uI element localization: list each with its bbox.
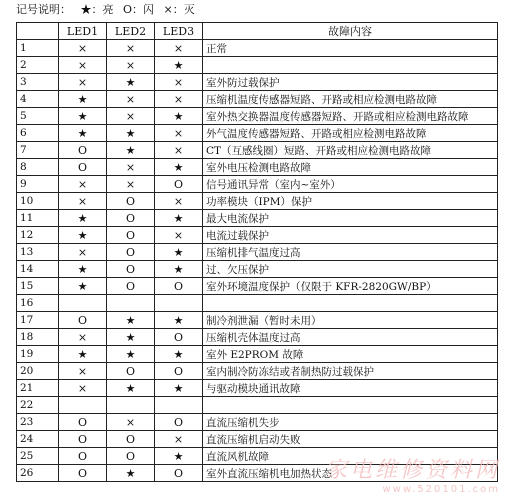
led3-state bbox=[155, 397, 203, 414]
led1-state: × bbox=[59, 329, 107, 346]
led2-state: O bbox=[107, 244, 155, 261]
led3-state: O bbox=[155, 414, 203, 431]
table-row bbox=[17, 193, 498, 210]
table-row bbox=[17, 431, 498, 448]
table-row bbox=[17, 414, 498, 431]
led2-state bbox=[107, 295, 155, 312]
header-led3: LED3 bbox=[155, 23, 203, 40]
led2-state: ★ bbox=[107, 74, 155, 91]
led3-state: ★ bbox=[155, 210, 203, 227]
led1-state: O bbox=[59, 159, 107, 176]
fault-description: CT（互感线圈）短路、开路或相应检测电路故障 bbox=[203, 142, 498, 159]
led1-state bbox=[59, 397, 107, 414]
fault-description: 过、欠压保护 bbox=[203, 261, 498, 278]
led2-state: ★ bbox=[107, 380, 155, 397]
led3-state: × bbox=[155, 74, 203, 91]
led3-state: ★ bbox=[155, 57, 203, 74]
table-row bbox=[17, 125, 498, 142]
table-row bbox=[17, 57, 498, 74]
fault-description: 制冷剂泄漏（暂时未用） bbox=[203, 312, 498, 329]
table-row bbox=[17, 210, 498, 227]
fault-description: 室内制冷防冻结或者制热防过载保护 bbox=[203, 363, 498, 380]
led2-state: ★ bbox=[107, 142, 155, 159]
row-number: 1 bbox=[17, 40, 59, 57]
led2-state: O bbox=[107, 448, 155, 465]
led3-state: × bbox=[155, 431, 203, 448]
row-number: 8 bbox=[17, 159, 59, 176]
row-number: 9 bbox=[17, 176, 59, 193]
led3-state: × bbox=[155, 193, 203, 210]
fault-code-table bbox=[16, 22, 498, 482]
fault-description: 室外防过载保护 bbox=[203, 74, 498, 91]
led2-state: ★ bbox=[107, 312, 155, 329]
fault-description: 室外直流压缩机电加热状态 bbox=[203, 465, 498, 482]
led1-state: ★ bbox=[59, 108, 107, 125]
header-desc: 故障内容 bbox=[203, 23, 498, 40]
led1-state: × bbox=[59, 40, 107, 57]
led1-state: × bbox=[59, 380, 107, 397]
led3-state: × bbox=[155, 91, 203, 108]
table-row bbox=[17, 295, 498, 312]
fault-description bbox=[203, 57, 498, 74]
table-row bbox=[17, 40, 498, 57]
legend-off: ×：灭 bbox=[163, 3, 195, 16]
row-number: 26 bbox=[17, 465, 59, 482]
led3-state: ★ bbox=[155, 244, 203, 261]
row-number: 2 bbox=[17, 57, 59, 74]
led1-state: O bbox=[59, 312, 107, 329]
led1-state: × bbox=[59, 176, 107, 193]
table-row bbox=[17, 176, 498, 193]
row-number: 4 bbox=[17, 91, 59, 108]
fault-description: 信号通讯异常（室内~室外） bbox=[203, 176, 498, 193]
led3-state: O bbox=[155, 176, 203, 193]
led2-state: ★ bbox=[107, 465, 155, 482]
table-row bbox=[17, 363, 498, 380]
led3-state: × bbox=[155, 227, 203, 244]
led1-state: O bbox=[59, 465, 107, 482]
legend-prefix: 记号说明： bbox=[16, 3, 71, 16]
table-row bbox=[17, 74, 498, 91]
fault-description: 与驱动模块通讯故障 bbox=[203, 380, 498, 397]
fault-description: 功率模块（IPM）保护 bbox=[203, 193, 498, 210]
led2-state: × bbox=[107, 159, 155, 176]
table-row bbox=[17, 227, 498, 244]
row-number: 25 bbox=[17, 448, 59, 465]
row-number: 24 bbox=[17, 431, 59, 448]
led1-state: ★ bbox=[59, 210, 107, 227]
fault-description: 室外电压检测电路故障 bbox=[203, 159, 498, 176]
led1-state: O bbox=[59, 448, 107, 465]
row-number: 19 bbox=[17, 346, 59, 363]
led3-state: ★ bbox=[155, 312, 203, 329]
fault-description: 压缩机温度传感器短路、开路或相应检测电路故障 bbox=[203, 91, 498, 108]
fault-description: 直流压缩机启动失败 bbox=[203, 431, 498, 448]
row-number: 11 bbox=[17, 210, 59, 227]
table-row bbox=[17, 91, 498, 108]
fault-description: 压缩机排气温度过高 bbox=[203, 244, 498, 261]
led1-state: O bbox=[59, 431, 107, 448]
led3-state: ★ bbox=[155, 448, 203, 465]
row-number: 13 bbox=[17, 244, 59, 261]
led3-state bbox=[155, 295, 203, 312]
row-number: 15 bbox=[17, 278, 59, 295]
row-number: 5 bbox=[17, 108, 59, 125]
row-number: 10 bbox=[17, 193, 59, 210]
led1-state: × bbox=[59, 74, 107, 91]
led2-state bbox=[107, 397, 155, 414]
led2-state: O bbox=[107, 363, 155, 380]
led2-state: × bbox=[107, 40, 155, 57]
led1-state: ★ bbox=[59, 278, 107, 295]
led1-state: O bbox=[59, 142, 107, 159]
row-number: 17 bbox=[17, 312, 59, 329]
led2-state: O bbox=[107, 193, 155, 210]
row-number: 20 bbox=[17, 363, 59, 380]
led2-state: ★ bbox=[107, 329, 155, 346]
table-row bbox=[17, 278, 498, 295]
row-number: 6 bbox=[17, 125, 59, 142]
watermark-text: 家电维修资料网 bbox=[324, 458, 500, 483]
fault-description: 外气温度传感器短路、开路或相应检测电路故障 bbox=[203, 125, 498, 142]
led1-state: ★ bbox=[59, 91, 107, 108]
fault-description: 正常 bbox=[203, 40, 498, 57]
row-number: 16 bbox=[17, 295, 59, 312]
fault-description: 压缩机壳体温度过高 bbox=[203, 329, 498, 346]
led1-state: ★ bbox=[59, 227, 107, 244]
led2-state: × bbox=[107, 57, 155, 74]
led2-state: × bbox=[107, 91, 155, 108]
led2-state: × bbox=[107, 414, 155, 431]
header-led2: LED2 bbox=[107, 23, 155, 40]
led2-state: × bbox=[107, 108, 155, 125]
watermark-url: www.520101.com bbox=[382, 484, 500, 495]
led3-state: O bbox=[155, 278, 203, 295]
led3-state: × bbox=[155, 125, 203, 142]
led2-state: ★ bbox=[107, 125, 155, 142]
table-row bbox=[17, 448, 498, 465]
led1-state: × bbox=[59, 193, 107, 210]
header-led1: LED1 bbox=[59, 23, 107, 40]
row-number: 21 bbox=[17, 380, 59, 397]
table-row bbox=[17, 346, 498, 363]
led3-state: ★ bbox=[155, 108, 203, 125]
row-number: 22 bbox=[17, 397, 59, 414]
led3-state: ★ bbox=[155, 261, 203, 278]
table-row bbox=[17, 159, 498, 176]
led1-state: × bbox=[59, 57, 107, 74]
fault-description: 直流压缩机失步 bbox=[203, 414, 498, 431]
legend-blink: O：闪 bbox=[123, 3, 155, 16]
led2-state: O bbox=[107, 261, 155, 278]
header-no bbox=[17, 23, 59, 40]
row-number: 12 bbox=[17, 227, 59, 244]
fault-description: 最大电流保护 bbox=[203, 210, 498, 227]
led3-state: ★ bbox=[155, 346, 203, 363]
fault-description bbox=[203, 295, 498, 312]
table-row bbox=[17, 312, 498, 329]
fault-description bbox=[203, 397, 498, 414]
led1-state bbox=[59, 295, 107, 312]
led3-state: O bbox=[155, 465, 203, 482]
led1-state: ★ bbox=[59, 125, 107, 142]
table-header-row bbox=[17, 23, 498, 40]
led1-state: O bbox=[59, 414, 107, 431]
table-row bbox=[17, 380, 498, 397]
row-number: 7 bbox=[17, 142, 59, 159]
led3-state: × bbox=[155, 40, 203, 57]
led2-state: O bbox=[107, 278, 155, 295]
row-number: 23 bbox=[17, 414, 59, 431]
led3-state: ★ bbox=[155, 159, 203, 176]
led2-state: O bbox=[107, 210, 155, 227]
led2-state: ★ bbox=[107, 346, 155, 363]
fault-description: 室外 E2PROM 故障 bbox=[203, 346, 498, 363]
table-row bbox=[17, 261, 498, 278]
legend-on: ★：亮 bbox=[80, 3, 114, 16]
row-number: 14 bbox=[17, 261, 59, 278]
led1-state: ★ bbox=[59, 261, 107, 278]
table-row bbox=[17, 108, 498, 125]
fault-description: 室外环境温度保护（仅限于 KFR-2820GW/BP） bbox=[203, 278, 498, 295]
table-row bbox=[17, 142, 498, 159]
row-number: 18 bbox=[17, 329, 59, 346]
fault-description: 电流过载保护 bbox=[203, 227, 498, 244]
fault-description: 直流风机故障 bbox=[203, 448, 498, 465]
led3-state: × bbox=[155, 142, 203, 159]
table-row bbox=[17, 329, 498, 346]
led1-state: × bbox=[59, 244, 107, 261]
led2-state: O bbox=[107, 431, 155, 448]
row-number: 3 bbox=[17, 74, 59, 91]
led3-state: O bbox=[155, 329, 203, 346]
fault-description: 室外热交换器温度传感器短路、开路或相应检测电路故障 bbox=[203, 108, 498, 125]
led2-state: O bbox=[107, 227, 155, 244]
table-row bbox=[17, 465, 498, 482]
led3-state: ★ bbox=[155, 380, 203, 397]
table-row bbox=[17, 244, 498, 261]
led3-state: O bbox=[155, 363, 203, 380]
led2-state: × bbox=[107, 176, 155, 193]
legend bbox=[16, 2, 201, 18]
led1-state: × bbox=[59, 363, 107, 380]
led1-state: ★ bbox=[59, 346, 107, 363]
table-row bbox=[17, 397, 498, 414]
